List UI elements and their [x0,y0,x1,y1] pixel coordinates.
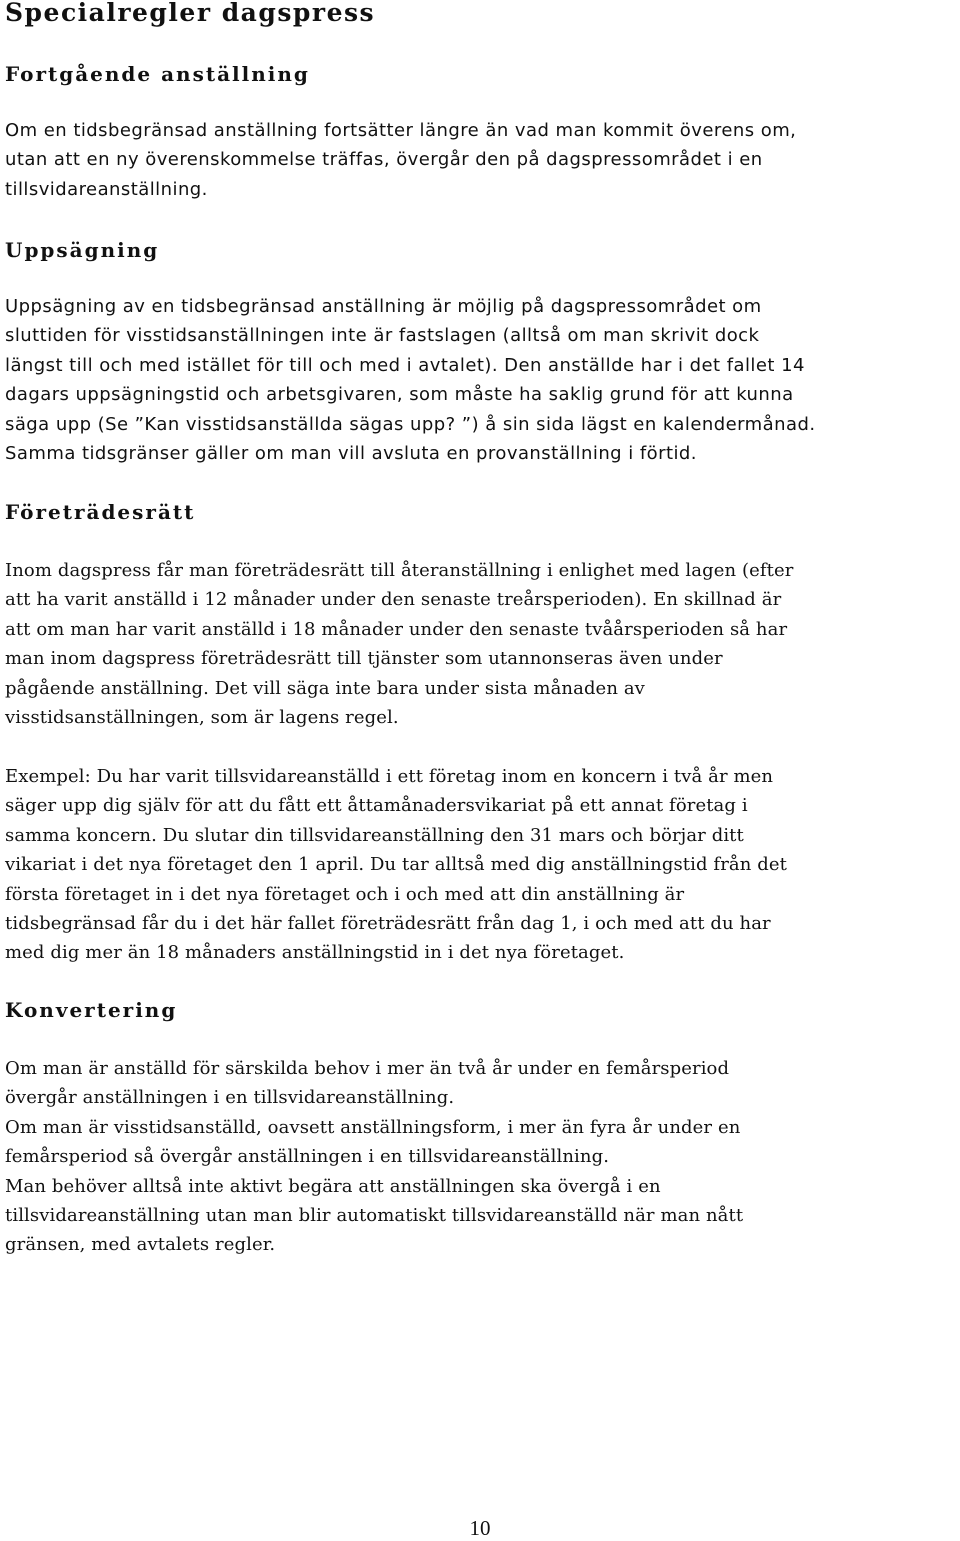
text-line: tidsbegränsad får du i det här fallet företrädesrätt från dag 1, i och med att du har [5,912,771,934]
paragraph-konvertering [5,1054,955,1260]
text-line: att ha varit anställd i 12 månader under den senaste treårsperioden). En skillnad är [5,589,782,611]
text-line: visstidsanställningen, som är lagens regel. [5,706,399,728]
text-line: man inom dagspress företrädesrätt till tjänster som utannonseras även under [5,648,723,670]
text-line: säga upp (Se ”Kan visstidsanställda sägas upp? ”) å sin sida lägst en kalendermånad. [5,413,816,435]
page-title: Specialregler dagspress [5,0,376,27]
paragraph-fortgaende [5,116,955,204]
text-line: tillsvidareanställning utan man blir automatiskt tillsvidareanställd när man nått [5,1204,744,1226]
text-line: tillsvidareanställning. [5,178,208,200]
text-line: Om en tidsbegränsad anställning fortsätter längre än vad man kommit överens om, [5,120,797,141]
text-line: säger upp dig själv för att du fått ett åttamånadersvikariat på ett annat företag i [5,795,748,817]
heading-konvertering: Konvertering [5,998,178,1022]
page-number: 10 [469,1516,491,1540]
text-line: samma koncern. Du slutar din tillsvidareanställning den 31 mars och börjar ditt [5,824,744,846]
text-line: med dig mer än 18 månaders anställningstid in i det nya företaget. [5,942,625,964]
text-line: Inom dagspress får man företrädesrätt till återanställning i enlighet med lagen (efter [5,560,794,581]
text-line: Om man är visstidsanställd, oavsett anställningsform, i mer än fyra år under en [5,1116,741,1138]
text-line: Exempel: Du har varit tillsvidareanställd i ett företag inom en koncern i två år men [5,766,774,787]
paragraph-uppsagning [5,292,955,468]
text-line: Uppsägning av en tidsbegränsad anställning är möjlig på dagspressområdet om [5,296,762,317]
text-line: sluttiden för visstidsanställningen inte är fastslagen (alltså om man skrivit dock [5,325,760,347]
text-line: första företaget in i det nya företaget och i och med att din anställning är [5,883,685,905]
heading-fortgaende: Fortgående anställning [5,62,310,86]
text-line: gränsen, med avtalets regler. [5,1234,276,1256]
text-line: utan att en ny överenskommelse träffas, övergår den på dagspressområdet i en [5,149,763,171]
text-line: övergår anställningen i en tillsvidareanställning. [5,1087,455,1109]
text-line: pågående anställning. Det vill säga inte bara under sista månaden av [5,677,645,699]
text-line: vikariat i det nya företaget den 1 april. Du tar alltså med dig anställningstid från det [5,854,787,876]
text-line: att om man har varit anställd i 18 månader under den senaste tvåårsperioden så har [5,618,788,640]
text-line: Man behöver alltså inte aktivt begära att anställningen ska övergå i en [5,1175,661,1197]
paragraph-example [5,762,955,968]
text-line: dagars uppsägningstid och arbetsgivaren, som måste ha saklig grund för att kunna [5,384,794,406]
text-line: längst till och med istället för till och med i avtalet). Den anställde har i det fallet 14 [5,354,805,376]
text-line: femårsperiod så övergår anställningen i en tillsvidareanställning. [5,1146,610,1168]
heading-foretradesratt: Företrädesrätt [5,500,196,524]
paragraph-foretradesratt [5,556,955,732]
heading-uppsagning: Uppsägning [5,238,160,262]
text-line: Samma tidsgränser gäller om man vill avsluta en provanställning i förtid. [5,442,697,464]
text-line: Om man är anställd för särskilda behov i mer än två år under en femårsperiod [5,1058,730,1079]
